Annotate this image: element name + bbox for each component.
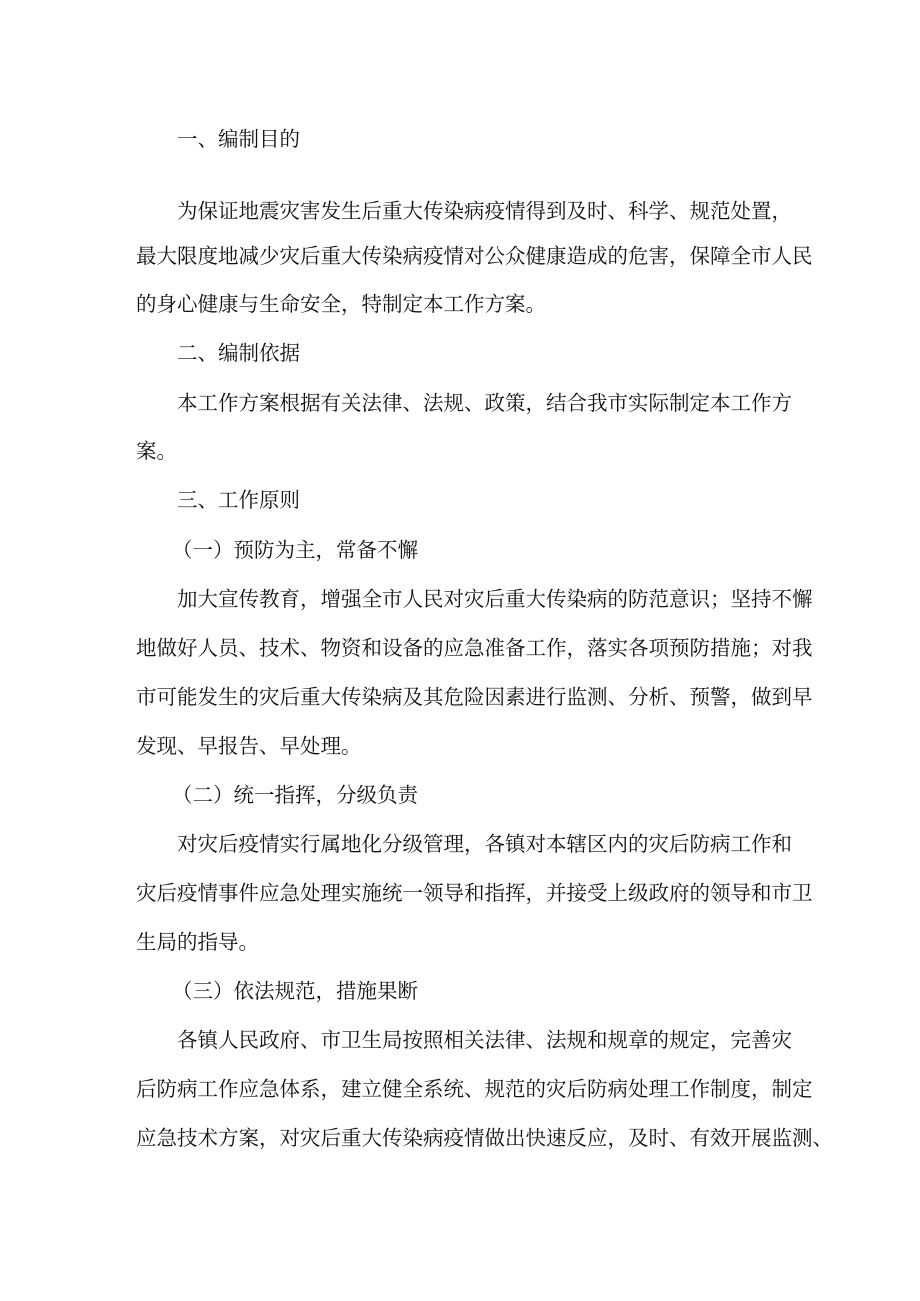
paragraph-line: 市可能发生的灾后重大传染病及其危险因素进行监测、分析、预警，做到早 bbox=[136, 685, 813, 709]
section-heading: 三、工作原则 bbox=[177, 488, 300, 512]
paragraph-line: 各镇人民政府、市卫生局按照相关法律、法规和规章的规定，完善灾 bbox=[177, 1028, 792, 1052]
paragraph-line: 本工作方案根据有关法律、法规、政策，结合我市实际制定本工作方 bbox=[177, 391, 792, 415]
paragraph-line: 的身心健康与生命安全，特制定本工作方案。 bbox=[136, 292, 546, 316]
paragraph-line: 应急技术方案，对灾后重大传染病疫情做出快速反应，及时、有效开展监测、 bbox=[136, 1126, 833, 1150]
paragraph-line: 为保证地震灾害发生后重大传染病疫情得到及时、科学、规范处置， bbox=[177, 199, 792, 223]
paragraph-line: 生局的指导。 bbox=[136, 930, 259, 954]
paragraph-line: 地做好人员、技术、物资和设备的应急准备工作，落实各项预防措施；对我 bbox=[136, 636, 813, 660]
subsection-heading: （一）预防为主，常备不懈 bbox=[172, 538, 418, 562]
paragraph-line: 案。 bbox=[136, 439, 177, 463]
paragraph-line: 对灾后疫情实行属地化分级管理，各镇对本辖区内的灾后防病工作和 bbox=[177, 832, 792, 856]
paragraph-line: 发现、早报告、早处理。 bbox=[136, 734, 362, 758]
section-heading: 一、编制目的 bbox=[177, 127, 300, 151]
paragraph-line: 最大限度地减少灾后重大传染病疫情对公众健康造成的危害，保障全市人民 bbox=[136, 244, 813, 268]
paragraph-line: 后防病工作应急体系，建立健全系统、规范的灾后防病处理工作制度，制定 bbox=[136, 1077, 813, 1101]
section-heading: 二、编制依据 bbox=[177, 341, 300, 365]
subsection-heading: （二）统一指挥，分级负责 bbox=[172, 783, 418, 807]
paragraph-line: 灾后疫情事件应急处理实施统一领导和指挥，并接受上级政府的领导和市卫 bbox=[136, 881, 813, 905]
paragraph-line: 加大宣传教育，增强全市人民对灾后重大传染病的防范意识；坚持不懈 bbox=[177, 587, 813, 611]
subsection-heading: （三）依法规范，措施果断 bbox=[172, 979, 418, 1003]
